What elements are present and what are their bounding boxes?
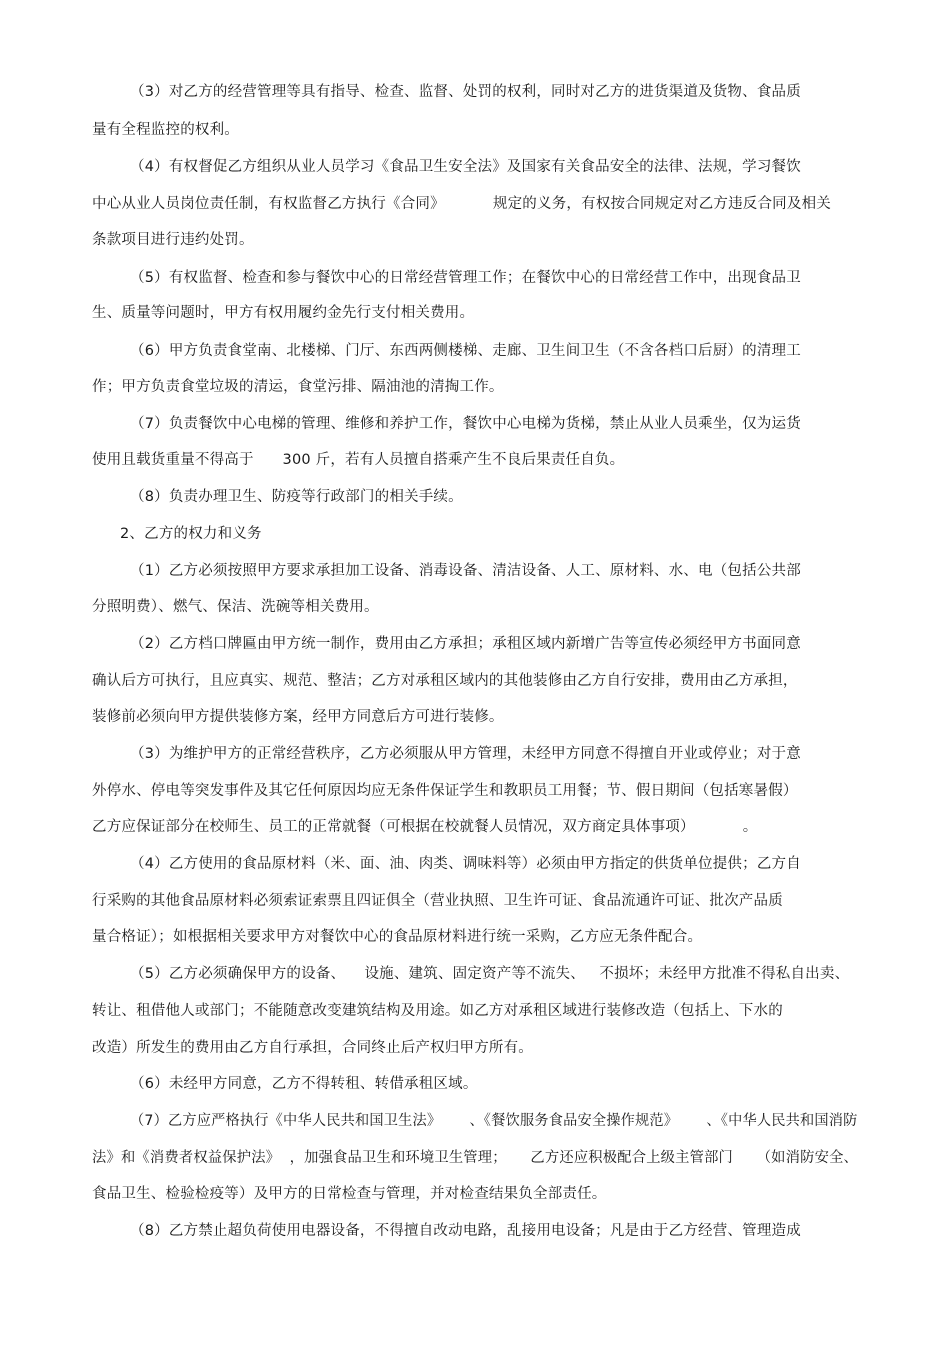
text-line: （5）乙方必须确保甲方的设备、 设施、建筑、固定资产等不流失、 不损坏；未经甲方批准不得私自出卖、	[130, 966, 850, 982]
text-line: 分照明费）、燃气、保洁、洗碗等相关费用。	[92, 599, 379, 615]
text-line: 食品卫生、检验检疫等）及甲方的日常检查与管理，并对检查结果负全部责任。	[92, 1186, 607, 1202]
section-heading: 2、乙方的权力和义务	[120, 526, 262, 542]
text-line: 改造）所发生的费用由乙方自行承担，合同终止后产权归甲方所有。	[92, 1040, 533, 1056]
text-line: 转让、租借他人或部门；不能随意改变建筑结构及用途。如乙方对承租区域进行装修改造（包括上、下水的	[92, 1003, 783, 1019]
text-line: 装修前必须向甲方提供装修方案，经甲方同意后方可进行装修。	[92, 709, 504, 725]
text-line: （3）对乙方的经营管理等具有指导、检查、监督、处罚的权利，同时对乙方的进货渠道及货物、食品质	[130, 84, 801, 100]
text-line: （7）乙方应严格执行《中华人民共和国卫生法》 、《餐饮服务食品安全操作规范》 、《中华人民共和国消防	[130, 1113, 858, 1129]
text-line: 使用且载货重量不得高于 300 斤，若有人员擅自搭乘产生不良后果责任自负。	[92, 452, 625, 468]
text-line: （4）有权督促乙方组织从业人员学习《食品卫生安全法》及国家有关食品安全的法律、法规，学习餐饮	[130, 159, 801, 175]
text-line: （4）乙方使用的食品原材料（米、面、油、肉类、调味料等）必须由甲方指定的供货单位提供；乙方自	[130, 856, 801, 872]
text-line: （7）负责餐饮中心电梯的管理、维修和养护工作，餐饮中心电梯为货梯，禁止从业人员乘坐，仅为运货	[130, 416, 801, 432]
text-line: 作；甲方负责食堂垃圾的清运，食堂污排、隔油池的清掏工作。	[92, 379, 504, 395]
text-line: （2）乙方档口牌匾由甲方统一制作，费用由乙方承担；承租区域内新增广告等宣传必须经甲方书面同意	[130, 636, 801, 652]
text-line: 法》和《消费者权益保护法》 ，加强食品卫生和环境卫生管理； 乙方还应积极配合上级主管部门 （如消防安全、	[92, 1150, 859, 1166]
text-line: 量有全程监控的权利。	[92, 122, 239, 138]
text-line: （8）负责办理卫生、防疫等行政部门的相关手续。	[130, 489, 463, 505]
text-line: （5）有权监督、检查和参与餐饮中心的日常经营管理工作；在餐饮中心的日常经营工作中，出现食品卫	[130, 270, 801, 286]
text-line: 乙方应保证部分在校师生、员工的正常就餐（可根据在校就餐人员情况，双方商定具体事项） 。	[92, 819, 758, 835]
text-line: 条款项目进行违约处罚。	[92, 232, 254, 248]
text-line: 量合格证）；如根据相关要求甲方对餐饮中心的食品原材料进行统一采购，乙方应无条件配合。	[92, 929, 703, 945]
text-line: 中心从业人员岗位责任制，有权监督乙方执行《合同》 规定的义务，有权按合同规定对乙方违反合同及相关	[92, 196, 831, 212]
text-line: （6）未经甲方同意，乙方不得转租、转借承租区域。	[130, 1076, 478, 1092]
text-line: 行采购的其他食品原材料必须索证索票且四证俱全（营业执照、卫生许可证、食品流通许可证、批次产品质	[92, 893, 783, 909]
text-line: 外停水、停电等突发事件及其它任何原因均应无条件保证学生和教职员工用餐；节、假日期间（包括寒暑假）	[92, 783, 798, 799]
text-line: 生、质量等问题时，甲方有权用履约金先行支付相关费用。	[92, 305, 475, 321]
text-line: 确认后方可执行，且应真实、规范、整洁；乙方对承租区域内的其他装修由乙方自行安排，费用由乙方承担，	[92, 673, 798, 689]
text-line: （3）为维护甲方的正常经营秩序，乙方必须服从甲方管理，未经甲方同意不得擅自开业或停业；对于意	[130, 746, 801, 762]
text-line: （1）乙方必须按照甲方要求承担加工设备、消毒设备、清洁设备、人工、原材料、水、电（包括公共部	[130, 563, 801, 579]
text-line: （6）甲方负责食堂南、北楼梯、门厅、东西两侧楼梯、走廊、卫生间卫生（不含各档口后厨）的清理工	[130, 343, 801, 359]
text-line: （8）乙方禁止超负荷使用电器设备，不得擅自改动电路，乱接用电设备；凡是由于乙方经营、管理造成	[130, 1223, 801, 1239]
